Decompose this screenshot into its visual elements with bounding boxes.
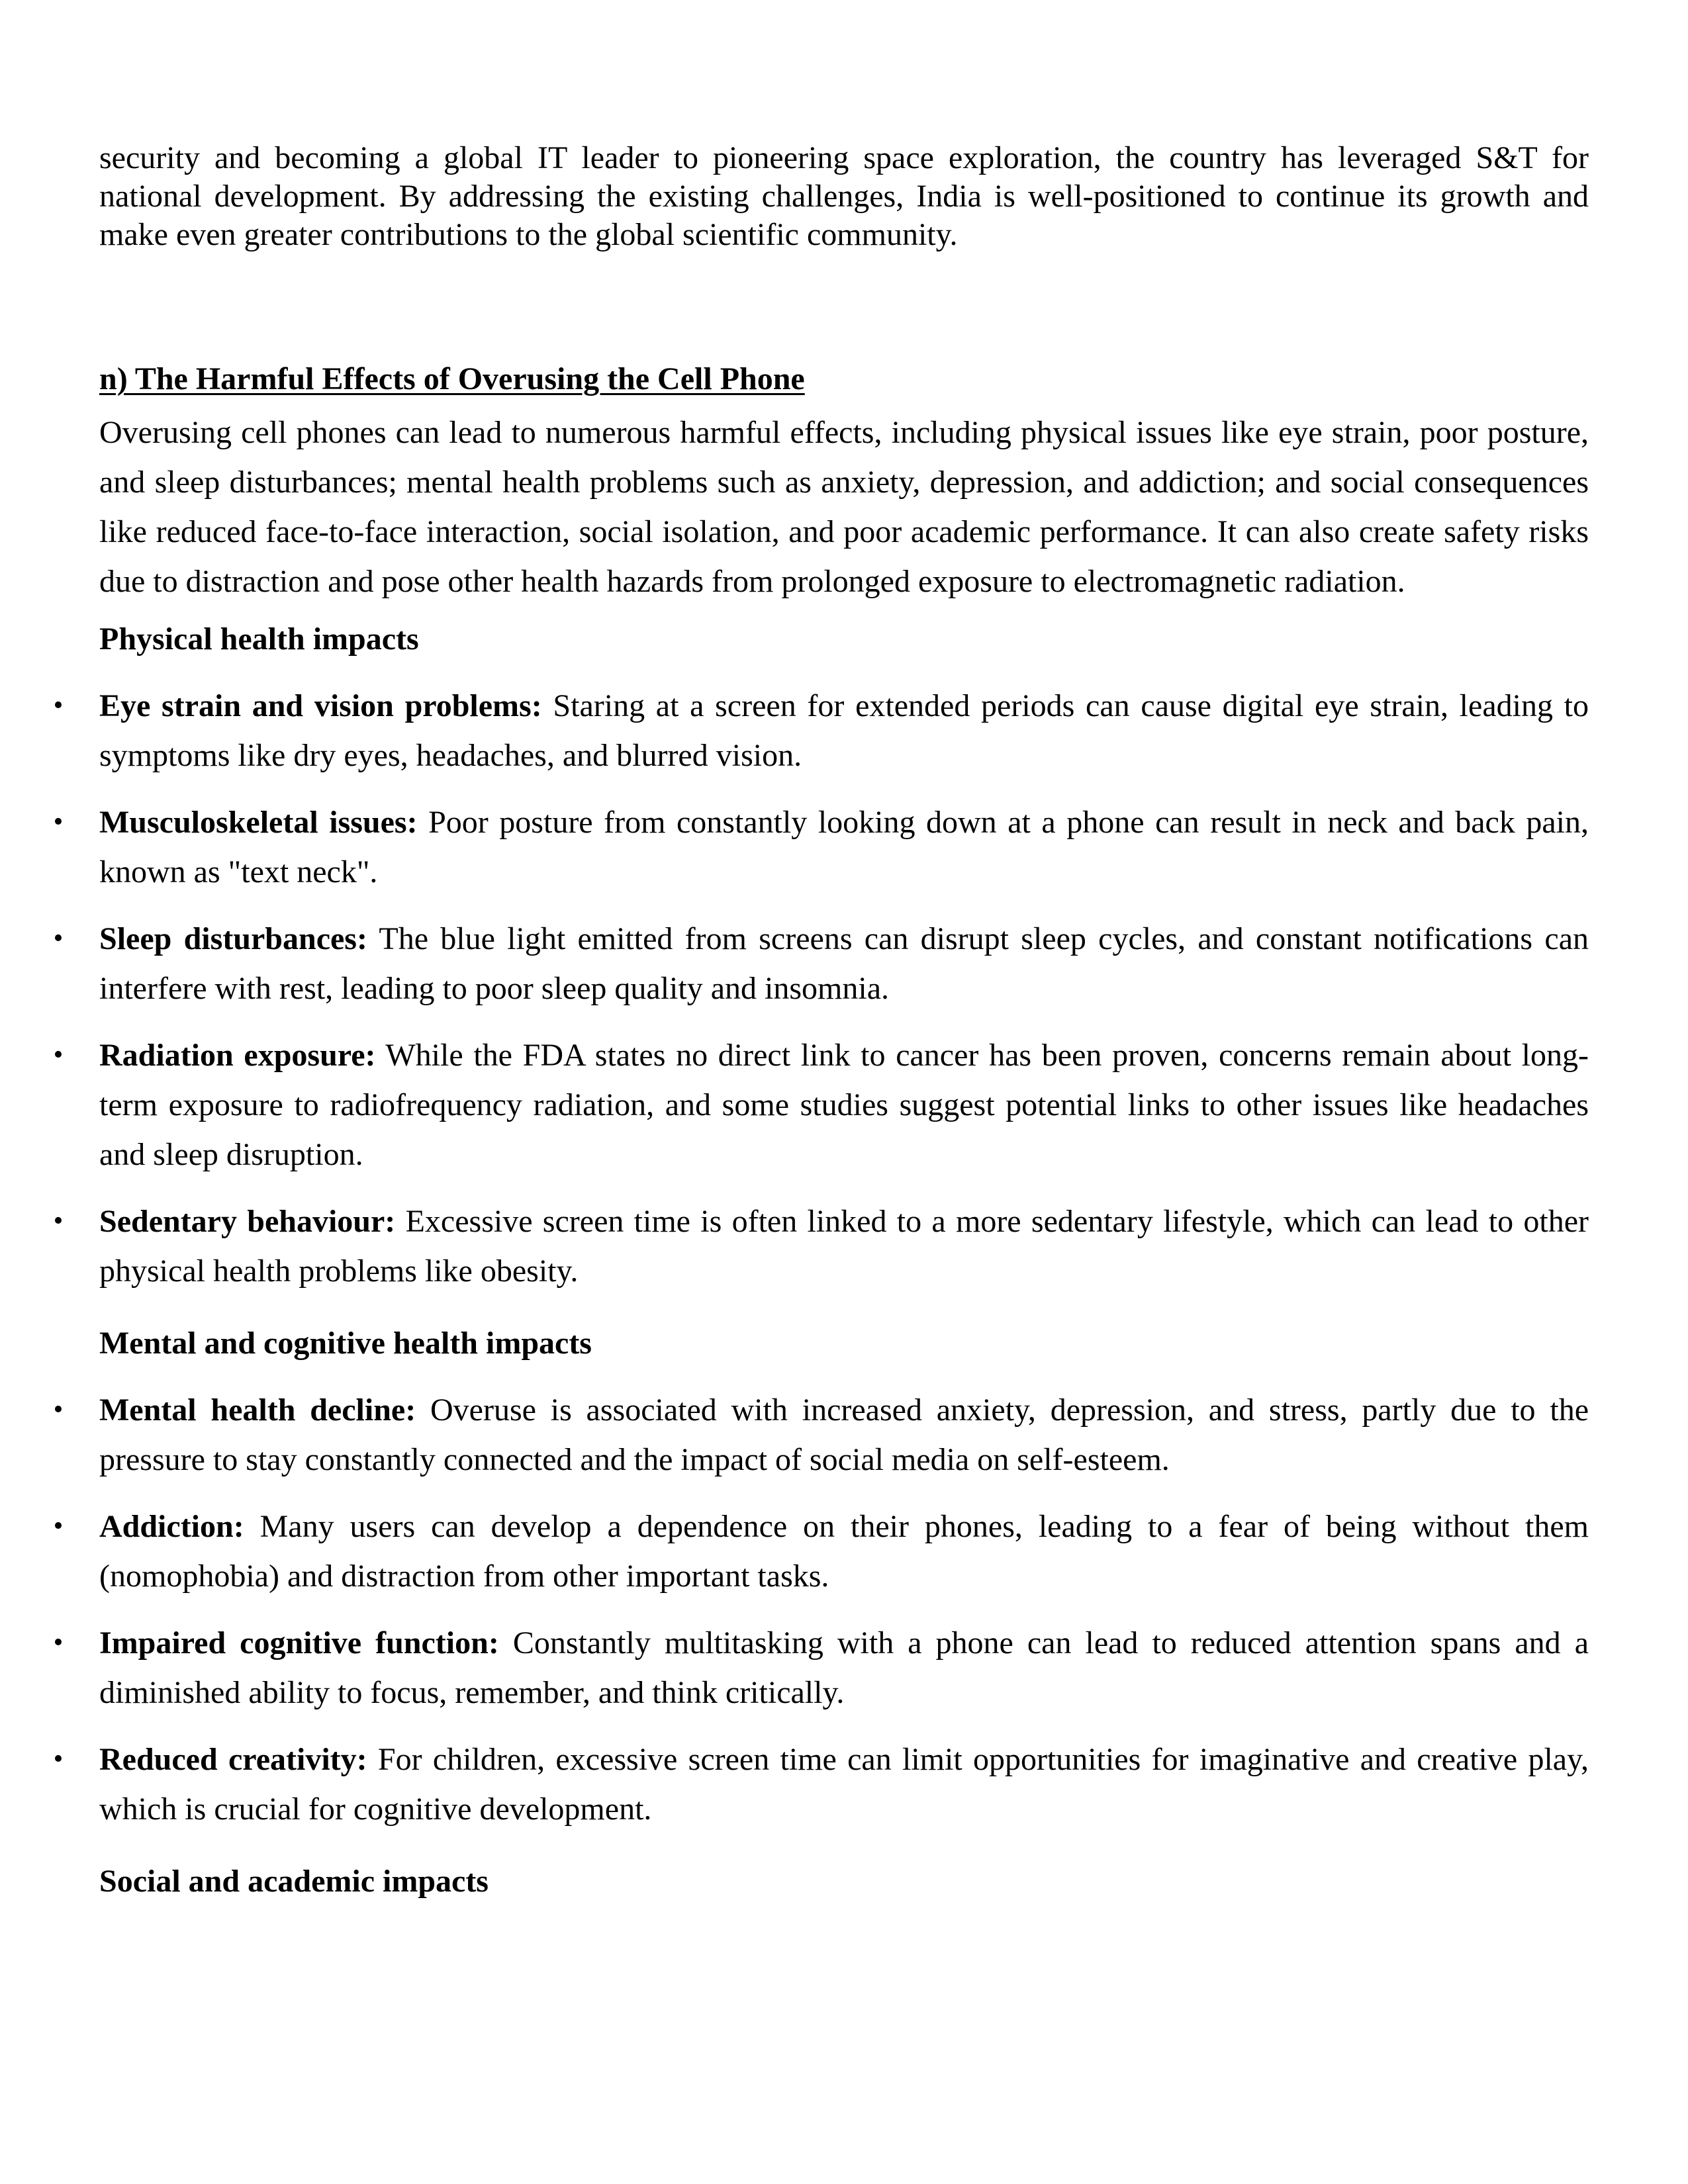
item-term: Impaired cognitive function: <box>99 1625 499 1661</box>
bullet-icon: • <box>53 923 64 954</box>
item-term: Sedentary behaviour: <box>99 1204 396 1239</box>
item-text: Many users can develop a dependence on their phones, leading to a fear of being without them (nomophobia) and distraction from other important tasks. <box>99 1509 1589 1594</box>
list-item <box>53 1197 1589 1296</box>
list-item <box>53 797 1589 897</box>
item-text: Excessive screen time is often linked to a more sedentary lifestyle, which can lead to other physical health problems like obesity. <box>99 1204 1589 1289</box>
item-text: Staring at a screen for extended periods can cause digital eye strain, leading to symptoms like dry eyes, headaches, and blurred vision. <box>99 688 1589 773</box>
list-item <box>53 681 1589 780</box>
social-academic-heading: Social and academic impacts <box>99 1864 489 1899</box>
item-term: Radiation exposure: <box>99 1038 376 1073</box>
item-term: Musculoskeletal issues: <box>99 805 418 840</box>
bullet-icon: • <box>53 1040 64 1070</box>
item-text: Constantly multitasking with a phone can lead to reduced attention spans and a diminished ability to focus, remember, and think critically. <box>99 1625 1589 1710</box>
physical-health-list <box>53 681 1589 1296</box>
document-content <box>53 139 1589 1906</box>
bullet-icon: • <box>53 1627 64 1658</box>
section-heading: n) The Harmful Effects of Overusing the Cell Phone <box>99 361 805 396</box>
bullet-icon: • <box>53 1744 64 1774</box>
item-term: Addiction: <box>99 1509 244 1544</box>
intro-paragraph: security and becoming a global IT leader to pioneering space exploration, the country has leveraged S&T for national development. By addressing the existing challenges, India is well-positioned to continue its growth and make even greater contributions to the global scientific community. <box>99 140 1589 252</box>
mental-health-heading: Mental and cognitive health impacts <box>99 1326 592 1361</box>
item-term: Sleep disturbances: <box>99 921 367 956</box>
item-term: Eye strain and vision problems: <box>99 688 542 723</box>
item-text: Poor posture from constantly looking down at a phone can result in neck and back pain, known as "text neck". <box>99 805 1589 889</box>
section-intro-paragraph: Overusing cell phones can lead to numerous harmful effects, including physical issues like eye strain, poor posture, and sleep disturbances; mental health problems such as anxiety, depression, and addiction; and social consequences like reduced face-to-face interaction, social isolation, and poor academic performance. It can also create safety risks due to distraction and pose other health hazards from prolonged exposure to electromagnetic radiation. <box>99 415 1589 599</box>
item-text: The blue light emitted from screens can disrupt sleep cycles, and constant notifications can interfere with rest, leading to poor sleep quality and insomnia. <box>99 921 1589 1006</box>
list-item <box>53 1385 1589 1484</box>
list-item <box>53 1502 1589 1601</box>
item-text: For children, excessive screen time can limit opportunities for imaginative and creative play, which is crucial for cognitive development. <box>99 1742 1589 1827</box>
bullet-icon: • <box>53 1394 64 1425</box>
list-item <box>53 914 1589 1013</box>
bullet-icon: • <box>53 807 64 837</box>
bullet-icon: • <box>53 1206 64 1236</box>
item-text: Overuse is associated with increased anxiety, depression, and stress, partly due to the pressure to stay constantly connected and the impact of social media on self-esteem. <box>99 1392 1589 1477</box>
list-item <box>53 1030 1589 1179</box>
list-item <box>53 1735 1589 1834</box>
list-item <box>53 1618 1589 1717</box>
bullet-icon: • <box>53 690 64 721</box>
mental-health-list <box>53 1385 1589 1834</box>
physical-health-heading: Physical health impacts <box>99 621 419 657</box>
item-term: Reduced creativity: <box>99 1742 367 1777</box>
item-text: While the FDA states no direct link to cancer has been proven, concerns remain about long-term exposure to radiofrequency radiation, and some studies suggest potential links to other issues like headaches and sleep disruption. <box>99 1038 1589 1172</box>
item-term: Mental health decline: <box>99 1392 416 1428</box>
bullet-icon: • <box>53 1511 64 1541</box>
